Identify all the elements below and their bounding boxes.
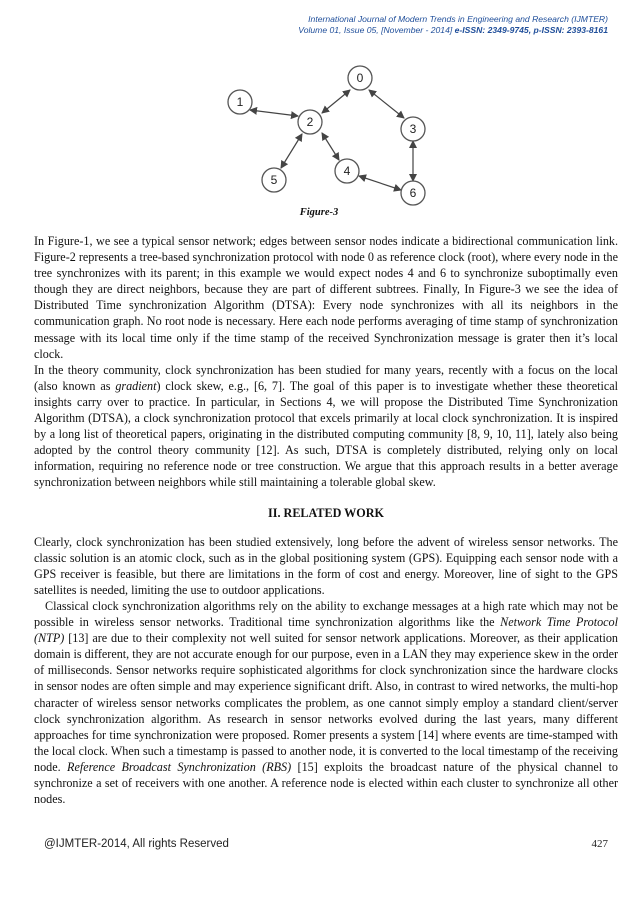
edge-2-4 (322, 133, 339, 160)
node-0 (348, 66, 372, 90)
node-6 (401, 181, 425, 205)
journal-title: International Journal of Modern Trends in Engineering and Research (IJMTER) (308, 14, 608, 24)
paragraph-clearly: Clearly, clock synchronization has been studied extensively, long before the advent of wireless sensor networks. The classic solution is an atomic clock, such as in the global positioning system (GPS). Equipping each sensor node with a GPS receiver is feasible, but there are limitations in the form of cost and energy. Moreover, line of sight to the GPS satellites is needed, limiting the use to outdoor applications. (34, 534, 618, 597)
edge-2-5 (281, 134, 302, 168)
para4-text-a: Classical clock synchronization algorithms rely on the ability to exchange messages at a high rate which may not be possible in wireless sensor networks. Traditional time synchronization algorithms like the (34, 598, 618, 630)
node-5 (262, 168, 286, 192)
para2-text-b: ) clock skew, e.g., [6, 7]. The goal of this paper is to investigate whether these theoretical insights carry over to practice. In particular, in Sections 4, we will propose the Distributed Time Synchronization Algorithm (DTSA), a clock synchronization protocol that excels primarily at local clock synchronization. It is inspired by a long list of theoretical papers, originating in the distributed computing community [8, 9, 10, 11], lately also being adopted by the control theory community [12]. As such, DTSA is completely distributed, relying only on local information, requiring no reference node or tree construction. We argue that this approach results in a better average synchronization between neighbors while still maintaining a tolerable global skew. (34, 378, 618, 490)
para2-text-a: In the theory community, clock synchronization has been studied for many years, recently with a focus on the local (also known as (34, 362, 618, 393)
svg-text:5: 5 (270, 173, 278, 187)
svg-text:3: 3 (409, 122, 417, 136)
svg-text:1: 1 (236, 95, 244, 109)
svg-text:2: 2 (306, 115, 314, 129)
edge-0-2 (322, 90, 350, 113)
journal-issn: e-ISSN: 2349-9745, p-ISSN: 2393-8161 (454, 25, 608, 35)
node-4 (335, 159, 359, 183)
paragraph-theory (34, 362, 618, 491)
node-1 (228, 90, 252, 114)
node-3 (401, 117, 425, 141)
section-heading: II. RELATED WORK (268, 505, 384, 520)
edge-0-3 (369, 90, 404, 118)
edge-4-6 (359, 176, 401, 190)
journal-header (298, 14, 608, 36)
svg-text:0: 0 (356, 71, 364, 85)
figure-caption: Figure-3 (299, 207, 339, 218)
para4-rbs: Reference Broadcast Synchronization (RBS) (67, 759, 292, 774)
edge-1-2 (250, 110, 298, 116)
para4-ntp: Network Time Protocol (NTP) (34, 615, 618, 646)
copyright: @IJMTER-2014, All rights Reserved (44, 838, 229, 850)
paragraph-figures: In Figure-1, we see a typical sensor network; edges between sensor nodes indicate a bidirectional communication link. Figure-2 represents a tree-based synchronization protocol with node 0 as reference clock (root), where every node in the tree synchronizes with its parent; in this example we would expect nodes 4 and 6 to synchronize suboptimally even though they are direct neighbors, because they are part of different subtrees. Finally, In Figure-3 we see the idea of Distributed Time synchronization Algorithm (DTSA): Every node synchronizes with all its neighbors in the communication graph. No root node is necessary. Here each node performs averaging of time stamp of synchronization message with its local time only if the time stamp of the received Synchronization message is grater then it’s local clock. (34, 234, 618, 361)
para4-text-b: [13] are due to their complexity not well suited for sensor network applications. Moreover, as their application domain is different, they are not accurate enough for our purpose, even in a LAN they may experience skew in the order of milliseconds. Sensor networks require sophisticated algorithms for clock synchronization since the hardware clocks in sensor nodes are often simple and may experience significant drift. Also, in contrast to wired networks, the multi-hop character of wireless sensor networks complicates the problem, as one cannot simply employ a standard client/server clock synchronization algorithm. As research in sensor networks evolved during the last years, many different approaches for time synchronization were proposed. Romer presents a system [14] where events are time-stamped with the local clock. When such a timestamp is passed to another node, it is converted to the local timestamp of the receiving node. (34, 631, 618, 774)
article-body (34, 233, 618, 807)
journal-issue (298, 25, 608, 36)
network-figure (0, 60, 638, 210)
journal-volume: Volume 01, Issue 05, [November - 2014] (298, 25, 455, 35)
para2-emphasis: gradient (115, 378, 157, 393)
page-number: 427 (591, 838, 608, 850)
page-footer (44, 838, 608, 850)
svg-text:4: 4 (343, 164, 351, 178)
svg-text:6: 6 (409, 186, 417, 200)
para4-text-c: [15] exploits the broadcast nature of the physical channel to synchronize a set of receivers with one another. A reference node is elected within each cluster to synchronize all other nodes. (34, 759, 618, 807)
node-2 (298, 110, 322, 134)
paragraph-classical (34, 598, 618, 807)
